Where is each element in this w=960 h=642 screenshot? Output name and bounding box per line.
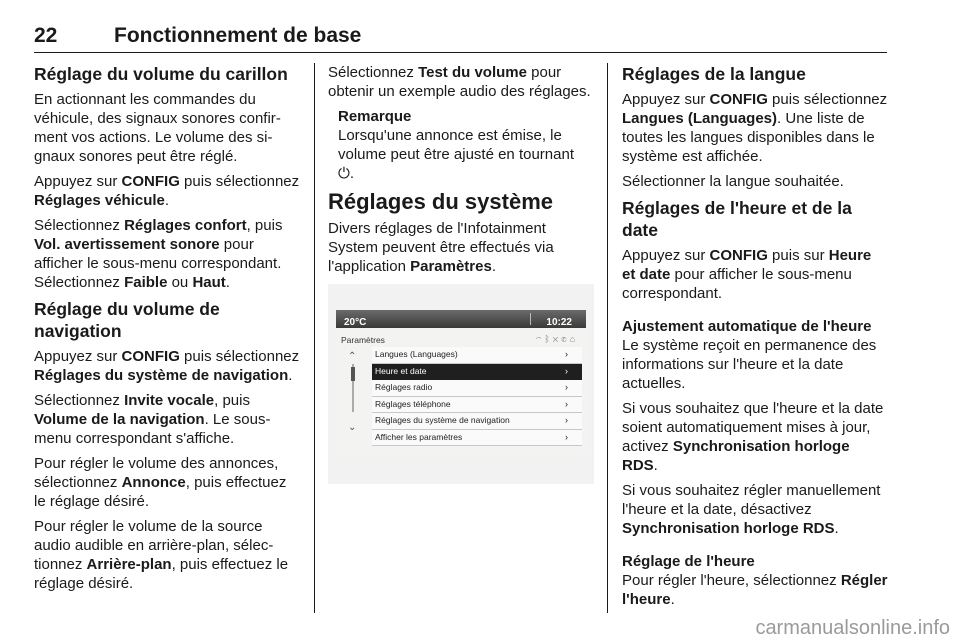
heading-reglage-heure: Réglage de l'heure [622, 553, 755, 570]
clock: 10:22 [546, 317, 572, 328]
heading-navigation: Réglage du volume de navigation [34, 299, 220, 341]
page-number: 22 [34, 24, 58, 47]
chevron-right-icon: › [565, 398, 568, 409]
temperature: 20°C [344, 317, 367, 328]
status-bar [336, 310, 586, 328]
heading-heure: Réglages de l'heure et de la date [622, 198, 852, 240]
menu-item-heure-date[interactable]: Heure et date › [372, 364, 582, 381]
paragraph: Sélectionnez Test du volume pour obtenir un exemple audio des réglages. [328, 64, 591, 100]
paragraph: Le système reçoit en permanence des informations sur l'heure et la date actuelles. [622, 337, 877, 392]
chevron-right-icon: › [565, 382, 568, 392]
heading-carillon: Réglage du volume du carillon [34, 64, 288, 84]
page-title: Fonctionnement de base [114, 24, 362, 47]
page-header [34, 24, 887, 53]
menu-item-radio[interactable]: Réglages radio › [372, 380, 582, 397]
paragraph: Appuyez sur CONFIG puis sélectionnez Réglages du système de navigation. [34, 348, 300, 384]
settings-menu [372, 347, 582, 446]
menu-item-telephone[interactable]: Réglages téléphone › [372, 397, 582, 414]
mute-icon: ✕ [552, 334, 562, 344]
wifi-icon: ◠ [535, 334, 545, 344]
divider [530, 313, 531, 325]
menu-item-navigation[interactable]: Réglages du système de navigation › [372, 413, 582, 430]
note-title: Remarque [338, 108, 412, 125]
column-1 [34, 63, 302, 599]
column-3 [622, 63, 888, 615]
breadcrumb: Paramètres [341, 335, 385, 345]
home-icon[interactable]: ⌂ [569, 334, 578, 344]
column-divider [314, 63, 315, 613]
heading-systeme: Réglages du système [328, 189, 553, 214]
menu-item-affichage[interactable]: Afficher les paramètres › [372, 430, 582, 447]
paragraph: Appuyez sur CONFIG puis sélectionnez Réglages véhicule. [34, 173, 300, 209]
paragraph: Si vous souhaitez que l'heure et la date soient automatiquement mises à jour, activez Synchronisation horloge RDS. [622, 400, 884, 474]
paragraph: Sélectionnez Invite vocale, puis Volume de la navigation. Le sous-menu correspondant s'affiche. [34, 392, 271, 447]
phone-icon: ✆ [561, 334, 570, 344]
chevron-right-icon: › [565, 415, 568, 425]
settings-screenshot [328, 284, 594, 484]
paragraph: Pour régler l'heure, sélectionnez Régler l'heure. [622, 572, 888, 608]
note-text: Lorsqu'une annonce est émise, le volume peut être ajusté en tournant ⏻. [338, 127, 574, 182]
menu-item-langues[interactable]: Langues (Languages) › [372, 347, 582, 364]
note-box [338, 107, 594, 183]
heading-langue: Réglages de la langue [622, 64, 806, 84]
paragraph: Appuyez sur CONFIG puis sélectionnez Langues (Languages). Une liste de toutes les langues disponibles dans le système est affichée. [622, 91, 888, 165]
paragraph: En actionnant les commandes du véhicule, des signaux sonores confirment vos actions. Le volume des signaux sonores peut être réglé. [34, 91, 281, 165]
paragraph: Si vous souhaitez régler manuellement l'heure et la date, désactivez Synchronisation horloge RDS. [622, 482, 881, 537]
chevron-right-icon: › [565, 431, 568, 442]
heading-ajustement-auto: Ajustement automatique de l'heure [622, 318, 872, 335]
scroll-down-icon[interactable]: ⌄ [348, 422, 357, 433]
column-2 [328, 63, 594, 484]
paragraph: Sélectionnez Réglages confort, puis Vol. avertissement sonore pour afficher le sous-menu correspondant. Sélectionnez Faible ou Haut. [34, 217, 283, 291]
chevron-right-icon: › [565, 365, 568, 376]
paragraph: Pour régler le volume des annonces, sélectionnez Annonce, puis effectuez le réglage désiré. [34, 455, 287, 510]
paragraph: Pour régler le volume de la source audio audible en arrière-plan, sélectionnez Arrière-plan, puis effectuez le réglage désiré. [34, 518, 289, 592]
paragraph: Divers réglages de l'Infotainment System peuvent être effectués via l'application Paramètres. [328, 220, 554, 275]
bluetooth-icon: ᛒ [544, 334, 553, 344]
chevron-right-icon: › [565, 349, 568, 359]
column-divider [607, 63, 608, 613]
paragraph: Sélectionner la langue souhaitée. [622, 173, 844, 190]
watermark: carmanualsonline.info [755, 617, 950, 639]
paragraph: Appuyez sur CONFIG puis sur Heure et date pour afficher le sous-menu correspondant. [622, 247, 872, 302]
infotainment-screen [336, 310, 586, 455]
scrollbar-thumb[interactable] [351, 367, 355, 381]
power-knob-icon: ⏻ [338, 165, 350, 182]
scroll-up-icon[interactable]: ⌃ [348, 351, 357, 362]
